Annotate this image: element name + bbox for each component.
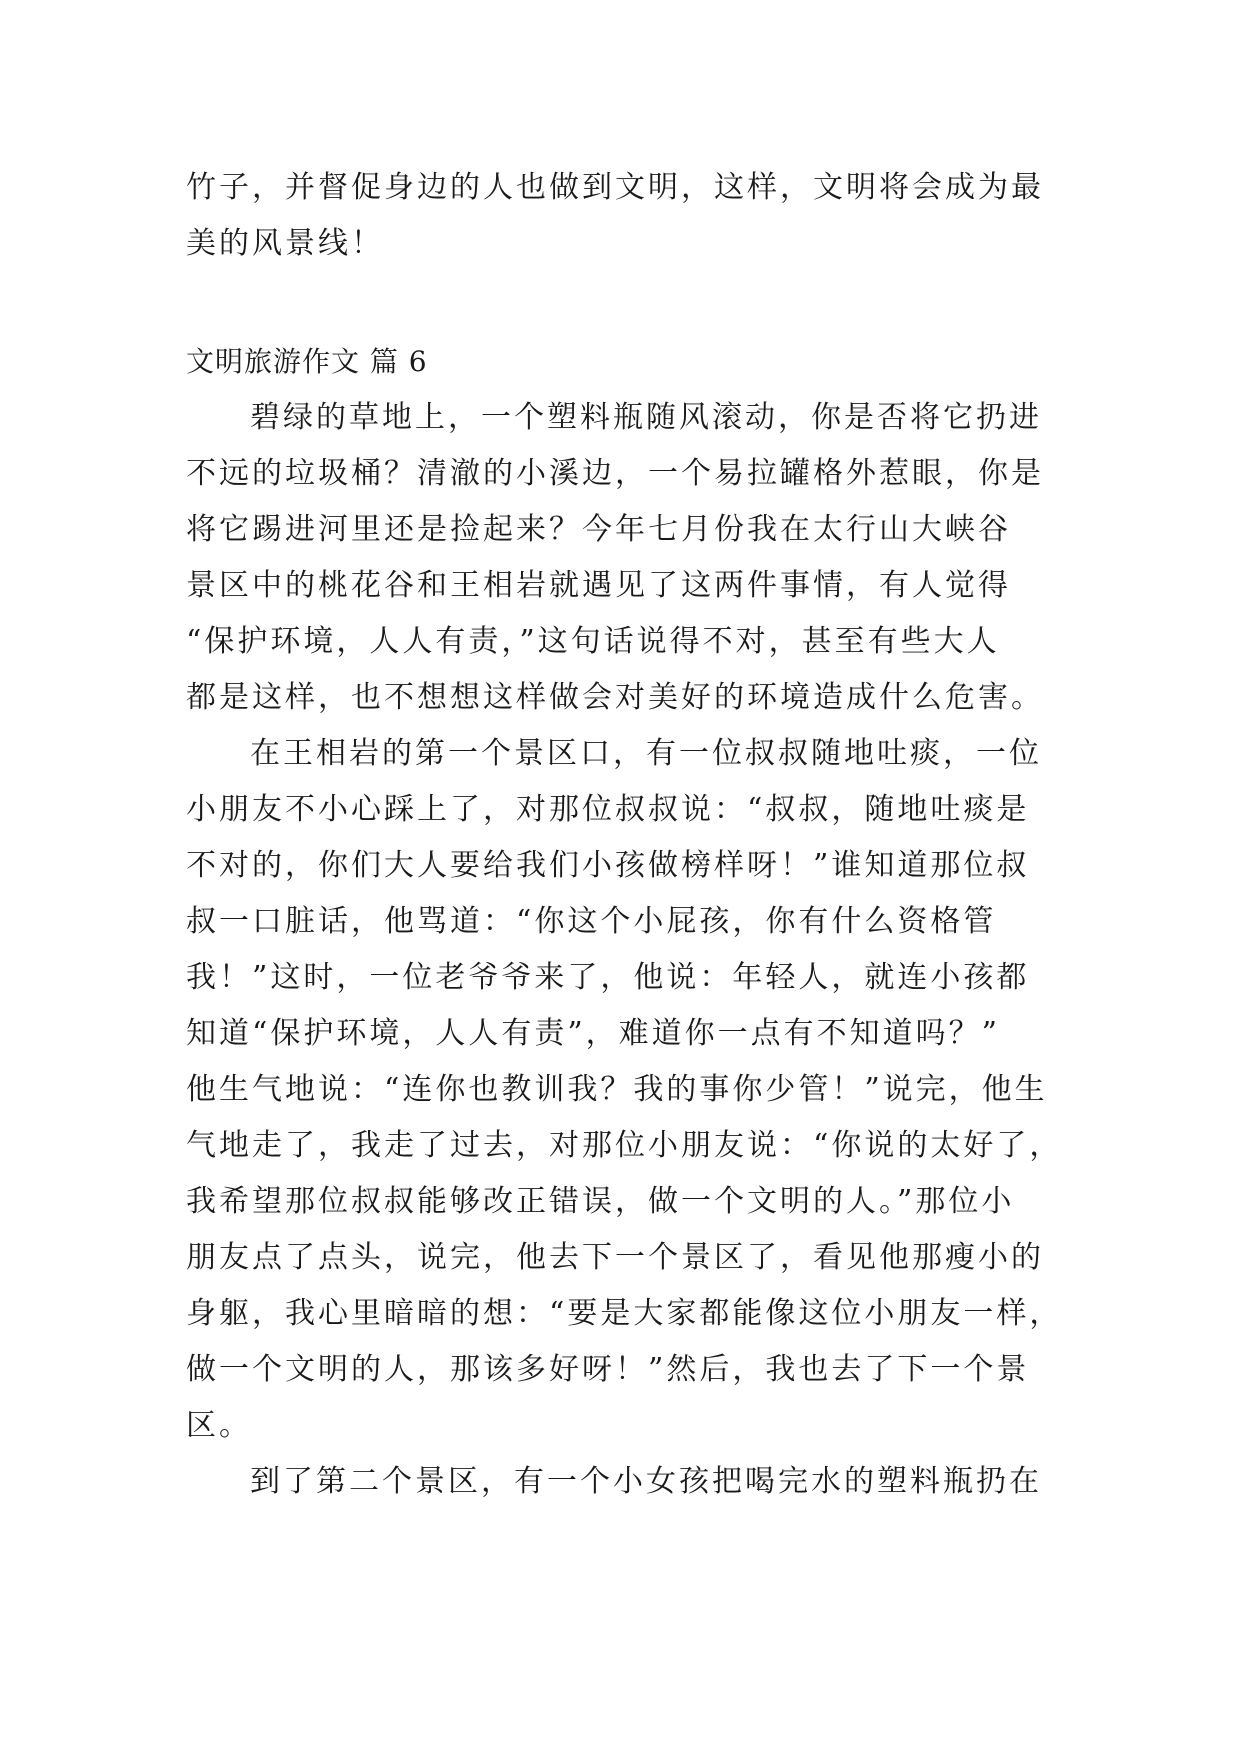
section-heading: 文明旅游作文 篇 6 (186, 345, 428, 378)
text-line: 知道“保护环境，人人有责”，难道你一点有不知道吗？” (186, 1016, 1001, 1051)
document-body (186, 160, 1062, 1510)
text-line: 将它踢进河里还是捡起来？今年七月份我在太行山大峡谷 (186, 512, 1011, 547)
paragraph-2 (186, 726, 1062, 1454)
text-line: 都是这样，也不想想这样做会对美好的环境造成什么危害。 (186, 680, 1044, 715)
text-line: 竹子，并督促身边的人也做到文明，这样，文明将会成为最 (186, 170, 1044, 205)
text-line: 小朋友不小心踩上了，对那位叔叔说：“叔叔，随地吐痰是 (186, 792, 1030, 827)
text-line: 我希望那位叔叔能够改正错误，做一个文明的人。”那位小 (186, 1184, 1015, 1219)
text-line: 叔一口脏话，他骂道：“你这个小屁孩，你有什么资格管 (186, 904, 997, 939)
text-line: 朋友点了点头，说完，他去下一个景区了，看见他那瘦小的 (186, 1240, 1044, 1275)
text-line: 不对的，你们大人要给我们小孩做榜样呀！”谁知道那位叔 (186, 848, 1030, 883)
text-line: 气地走了，我走了过去，对那位小朋友说：“你说的太好了， (186, 1128, 1063, 1163)
text-line: 景区中的桃花谷和王相岩就遇见了这两件事情，有人觉得 (186, 568, 1011, 603)
text-line: 我！”这时，一位老爷爷来了，他说：年轻人，就连小孩都 (186, 960, 1030, 995)
paragraph-1 (186, 390, 1062, 726)
section-gap (186, 272, 1062, 334)
text-line: 碧绿的草地上，一个塑料瓶随风滚动，你是否将它扔进 (250, 400, 1042, 435)
text-line: 到了第二个景区，有一个小女孩把喝完水的塑料瓶扔在 (250, 1464, 1042, 1499)
text-line: 他生气地说：“连你也教训我？我的事你少管！”说完，他生 (186, 1072, 1048, 1107)
text-line: 不远的垃圾桶？清澈的小溪边，一个易拉罐格外惹眼，你是 (186, 456, 1044, 491)
text-line: “保护环境，人人有责，”这句话说得不对，甚至有些大人 (186, 624, 1000, 659)
text-line: 美的风景线！ (186, 226, 384, 261)
text-line: 做一个文明的人，那该多好呀！”然后，我也去了下一个景 (186, 1352, 1030, 1387)
text-line: 身躯，我心里暗暗的想：“要是大家都能像这位小朋友一样， (186, 1296, 1063, 1331)
continued-paragraph (186, 160, 1062, 272)
paragraph-3 (186, 1454, 1062, 1510)
text-line: 在王相岩的第一个景区口，有一位叔叔随地吐痰，一位 (250, 736, 1042, 771)
text-line: 区。 (186, 1408, 252, 1443)
